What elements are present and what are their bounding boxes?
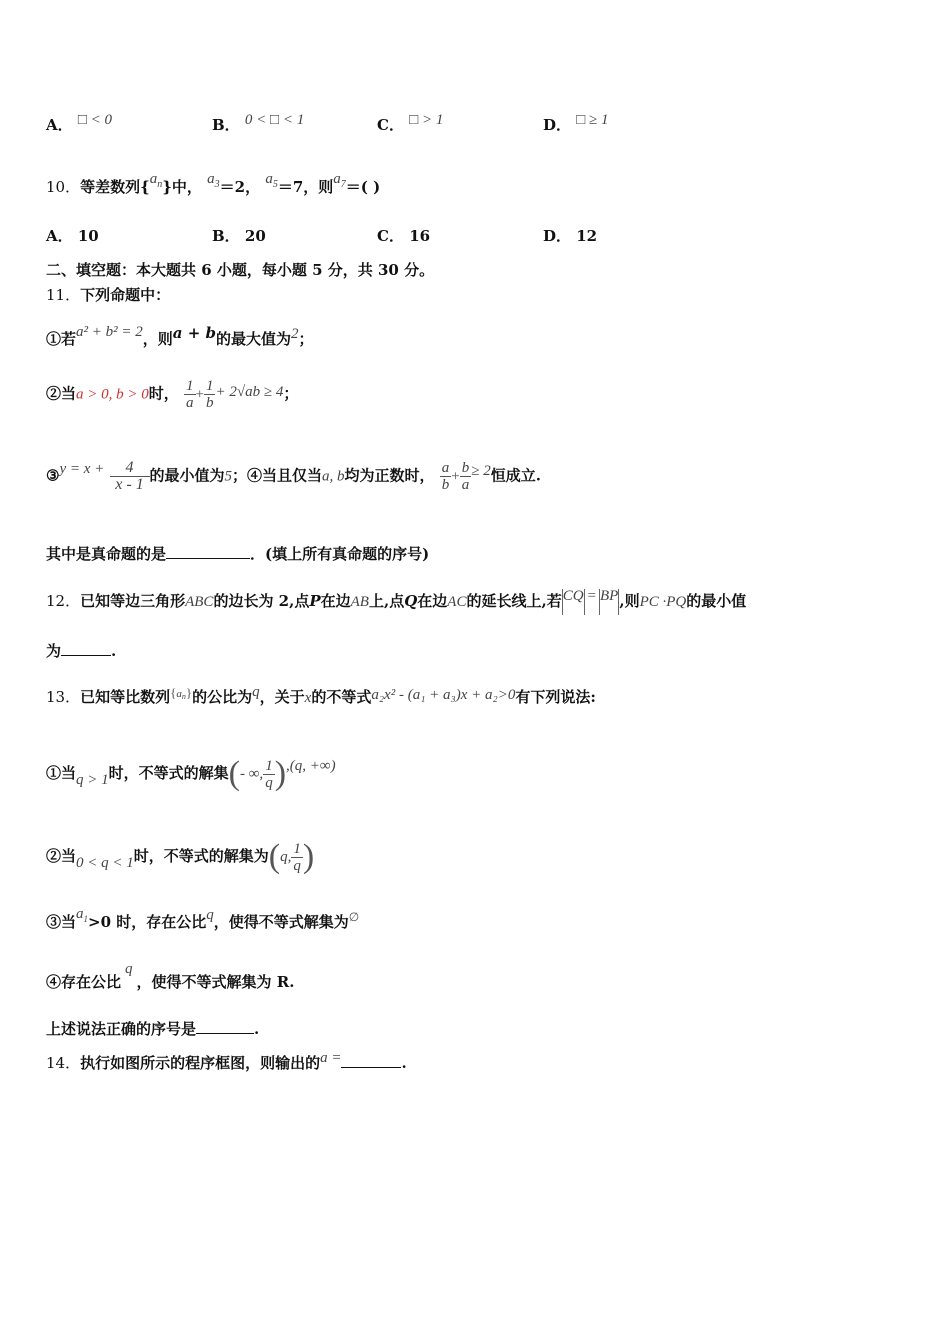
text: 执行如图所示的程序框图，则输出的 [80,1054,321,1072]
math: Q [404,592,418,610]
math: a₂x² - (a₁ + a₃)x + a₂>0 [371,687,516,703]
math: + 2√ab ≥ 4 [215,383,284,400]
option-expr: □ < 0 [77,112,113,128]
denominator: b [205,395,214,411]
question-number: 10． [46,178,81,196]
text: 时，不等式的解集 [108,764,229,782]
numerator: 1 [293,840,301,857]
text: ①若 [46,330,77,348]
q13-statement-4 [46,961,295,992]
math: 0 < q < 1 [76,855,134,871]
text: 有下列说法: [515,688,596,706]
math: n [181,692,186,701]
q9-option-c [377,114,443,135]
text: 恒成立. [490,466,541,485]
paren-open: ( [268,838,281,875]
math: y = x + [59,460,105,477]
text: ④存在公比 [46,973,122,991]
question-number: 12． [46,592,81,610]
option-value: 16 [409,227,431,245]
text: 为 [46,642,62,660]
text: . [401,1054,407,1072]
text: }中， [162,178,202,196]
fraction [204,378,216,411]
math: = [587,588,597,604]
text: ③ [46,466,60,485]
option-label: A． [46,227,73,245]
math: - ∞, [239,766,264,782]
q14-stem [46,1052,407,1073]
text: 等差数列{ [80,178,150,196]
question-number: 13． [46,688,81,706]
q13-statement-3 [46,906,360,932]
math: + [451,468,460,485]
text: 的最小值 [686,592,747,610]
math: P [309,592,321,610]
text: 时，不等式的解集为 [133,847,269,865]
math: 1 [83,914,89,924]
text: . [111,642,117,660]
option-value: 20 [244,227,266,245]
text: ； [283,384,299,403]
text: ； [298,330,314,348]
math: + [195,386,204,403]
text: 在边 [417,592,448,610]
option-label: D． [543,116,572,134]
fraction [263,758,275,791]
q11-proposition-3-4 [46,460,541,493]
denominator: q [265,774,273,791]
empty-set-symbol: ∅ [348,910,360,924]
fraction [440,460,452,493]
text: 的边长为 2,点 [213,592,310,610]
denominator: x - 1 [115,476,144,493]
answer-blank [196,1019,254,1034]
numerator: 4 [110,460,150,477]
numerator: a [441,460,450,476]
option-label: C． [377,116,404,134]
question-number: 14． [46,1054,81,1072]
math: a² + b² = 2 [76,324,143,340]
q10-option-c [377,225,430,246]
math: a = [320,1050,342,1066]
math: a [176,688,182,700]
text: ，关于 [259,688,305,706]
math: a [207,171,215,187]
option-label: C． [377,227,404,245]
math: q [206,907,214,923]
numerator: 1 [265,757,273,774]
q10-option-a [46,225,99,246]
text: 的不等式 [311,688,372,706]
math: x [304,690,312,706]
option-expr: □ > 1 [409,112,444,128]
math: n [157,179,163,190]
text: 的延长线上,若 [466,592,562,610]
math: a [76,906,84,922]
text: >0 时，存在公比 [88,913,207,931]
text: ．(填上所有真命题的序号) [250,545,430,563]
q13-stem [46,686,596,707]
math: a + b [172,324,217,342]
math: q [125,961,133,977]
math: q [252,684,260,700]
math: a [265,171,273,187]
denominator: a [461,477,470,493]
section-heading: 二、填空题：本大题共 6 小题，每小题 5 分，共 30 分。 [46,261,435,279]
text: 上,点 [368,592,405,610]
text: 均为正数时， [344,466,435,485]
option-label: B． [212,227,240,245]
q13-statement-2 [46,840,314,874]
text: 时， [148,384,179,403]
text: ②当 [46,384,77,403]
text: 已知等边三角形 [80,592,186,610]
math: BP [600,588,619,604]
q9-option-a [46,114,112,135]
text: ②当 [46,847,77,865]
text: 的最小值为 [149,466,225,485]
math: AC [447,594,467,610]
fraction [184,378,196,411]
q9-option-d [543,114,609,135]
option-value: 12 [576,227,598,245]
math: PC ·PQ [639,594,687,610]
q11-ask [46,543,429,564]
q10-option-d [543,225,597,246]
option-value: 10 [77,227,99,245]
math: 5 [224,468,233,485]
q9-option-b [212,114,304,135]
option-expr: 0 < □ < 1 [244,112,305,128]
answer-blank [341,1053,401,1068]
option-expr: □ ≥ 1 [576,112,609,128]
denominator: q [293,857,301,874]
brace-open: { [170,685,177,700]
q12-stem-cont [46,640,116,661]
text: ，使得不等式解集为 R. [136,973,295,991]
question-number: 11． [46,286,81,304]
numerator: 1 [186,378,194,394]
text: ①当 [46,764,77,782]
math: a [333,171,341,187]
math: 3 [214,179,220,190]
option-label: A． [46,116,73,134]
numerator: b [461,460,470,476]
text: 上述说法正确的序号是 [46,1020,197,1038]
fraction [110,460,150,493]
math: ABC [185,594,214,610]
answer-blank [61,641,111,656]
text: 的最大值为 [216,330,292,348]
math: 2 [291,326,299,342]
fraction [460,460,472,493]
math: q > 1 [76,772,109,788]
math: 7 [340,179,346,190]
answer-blank [166,544,250,559]
text: 的公比为 [192,688,253,706]
q10-stem [46,171,381,197]
denominator: a [186,395,194,411]
q11-proposition-1 [46,324,314,349]
text: ③当 [46,913,77,931]
math: a > 0, b > 0 [76,386,149,403]
paren-close: ) [302,838,315,875]
text: ＝7，则 [277,178,334,196]
text: 下列命题中： [80,286,171,304]
option-label: B． [212,116,240,134]
text: . [254,1020,260,1038]
math: AB [350,594,369,610]
q11-proposition-2 [46,378,298,411]
text: 已知等比数列 [80,688,171,706]
q13-ask [46,1018,259,1039]
text: 在边 [320,592,351,610]
text: ，使得不等式解集为 [213,913,349,931]
q11-stem [46,284,170,305]
paren-open: ( [228,755,240,792]
math: 5 [272,179,278,190]
brace-close: } [185,685,193,700]
text: ，则 [142,330,173,348]
text: ；④当且仅当 [232,466,323,485]
q10-option-b [212,225,266,246]
text: ,则 [619,592,640,610]
text: ＝( ) [345,178,381,196]
text: ＝2， [219,178,261,196]
numerator: 1 [205,378,214,394]
math: ,(q, +∞) [286,758,336,774]
text: 其中是真命题的是 [46,545,167,563]
math: CQ [562,588,584,604]
denominator: b [441,477,450,493]
paren-close: ) [274,755,287,792]
math: a [149,171,158,187]
option-label: D． [543,227,572,245]
math: ≥ 2 [471,462,491,479]
math: a, b [322,468,345,485]
fraction [291,841,303,874]
q13-statement-1 [46,757,336,791]
q12-stem [46,589,746,615]
math: q, [280,849,292,865]
